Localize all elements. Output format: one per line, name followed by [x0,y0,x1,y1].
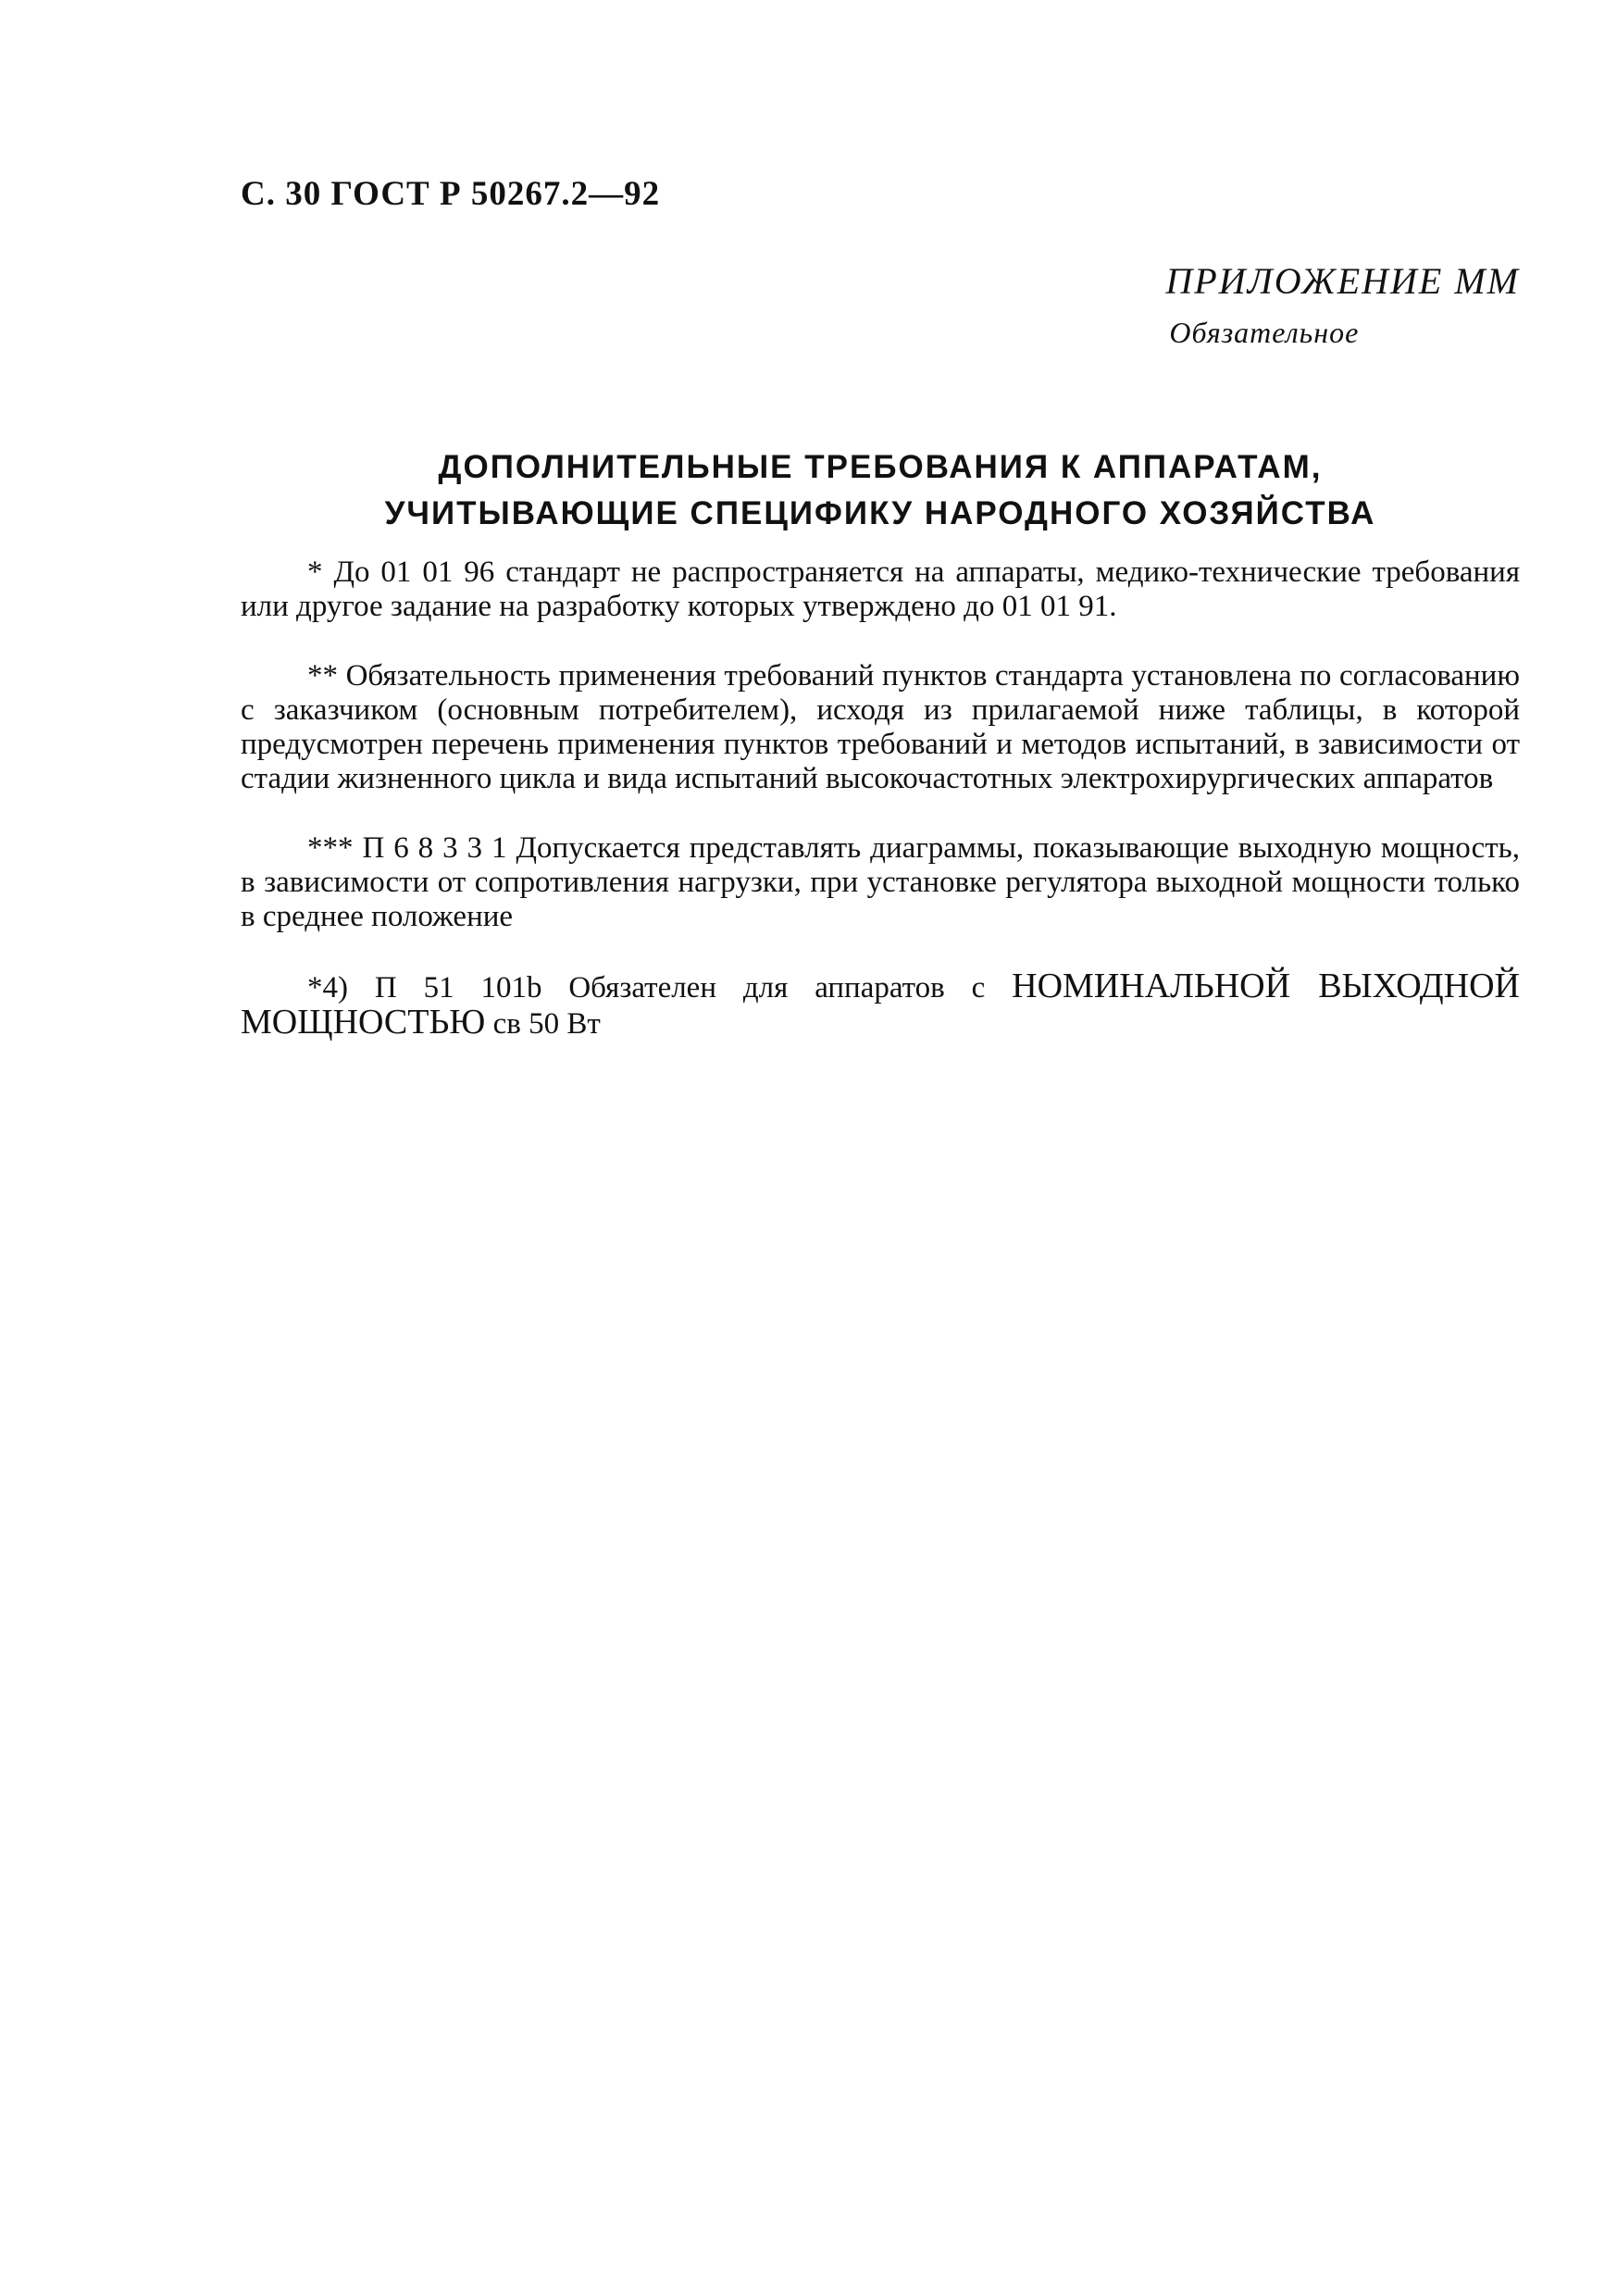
footnote-2: ** Обязательность применения требований пунктов стандарта установлена по согласованию с заказчиком (основным потребителем), исходя из прилагаемой ниже таблицы, в которой предусмотрен перечень применения пунктов требований и методов испытаний, в зависимости от стадии жизненного цикла и вида испытаний высокочастотных электрохирургических аппаратов [241,659,1520,795]
document-title [241,444,1520,537]
page-header: С. 30 ГОСТ Р 50267.2—92 [241,175,661,213]
footnote-4 [241,969,1520,1042]
footnote-4-suffix: св 50 Вт [485,1007,601,1041]
footnotes [241,555,1520,1077]
document-title-line-1: ДОПОЛНИТЕЛЬНЫЕ ТРЕБОВАНИЯ К АППАРАТАМ, [438,449,1323,485]
appendix-block [1165,259,1520,350]
appendix-status: Обязательное [1169,316,1360,349]
footnote-4-emphasis: НОМИНАЛЬНОЙ ВЫХОДНОЙ МОЩНОСТЬЮ [241,967,1520,1042]
footnote-4-prefix: *4) П 51 101b Обязателен для аппаратов с [307,971,1013,1004]
footnote-1: * До 01 01 96 стандарт не распространяется на аппараты, медико-технические требования или другое задание на разработку которых утверждено до 01 01 91. [241,555,1520,623]
document-title-line-2: УЧИТЫВАЮЩИЕ СПЕЦИФИКУ НАРОДНОГО ХОЗЯЙСТВА [384,495,1376,531]
footnote-3: *** П 6 8 3 3 1 Допускается представлять диаграммы, показывающие выходную мощность, в зависимости от сопротивления нагрузки, при установке регулятора выходной мощности только в среднее положение [241,831,1520,933]
appendix-title: ПРИЛОЖЕНИЕ ММ [1165,260,1520,302]
